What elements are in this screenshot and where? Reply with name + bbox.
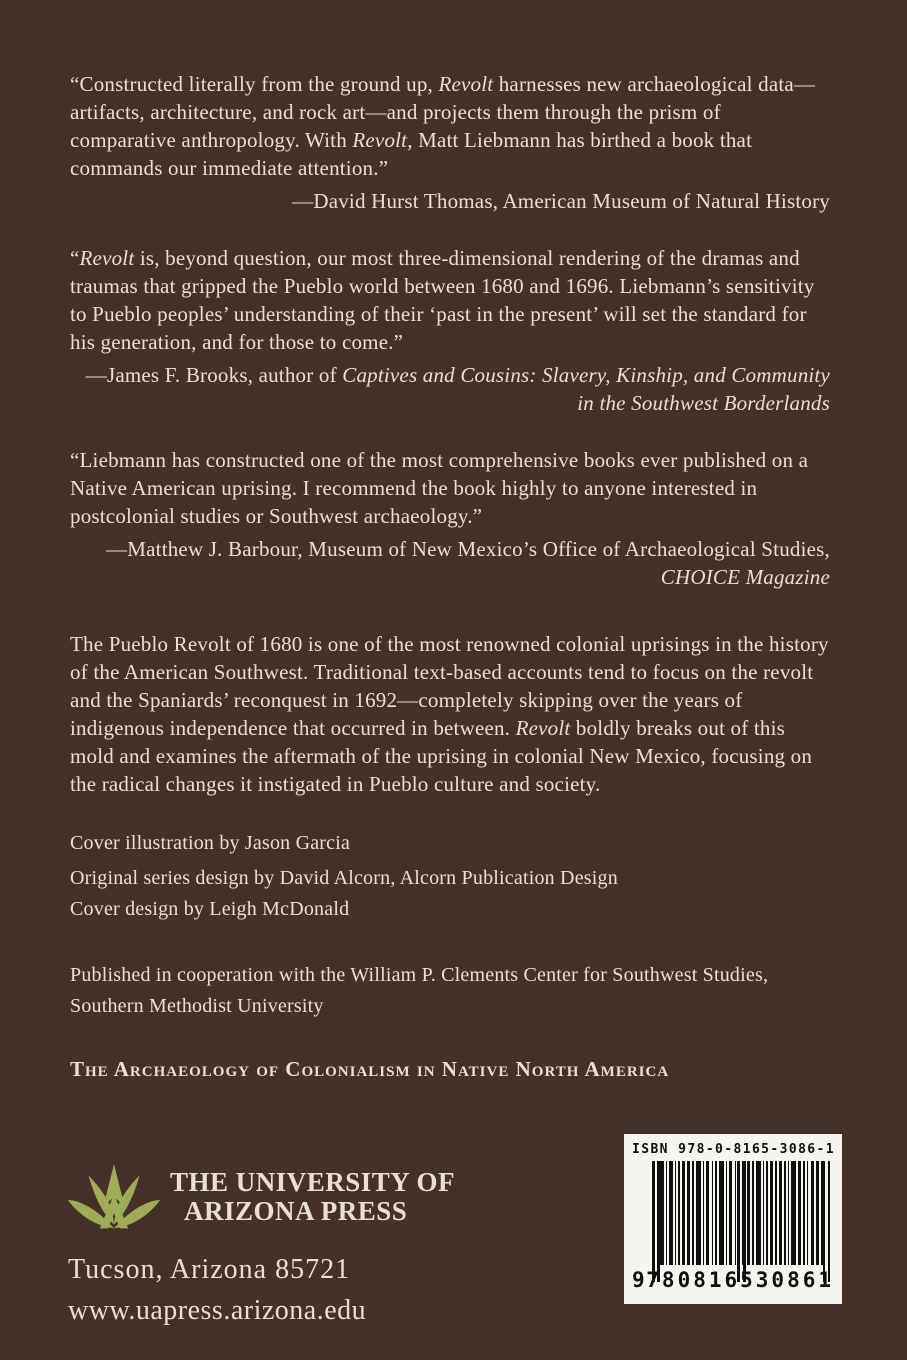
- publisher-website: www.uapress.arizona.edu: [68, 1295, 367, 1326]
- series-title: The Archaeology of Colonialism in Native North America: [70, 1057, 670, 1081]
- quote-attribution: —Matthew J. Barbour, Museum of New Mexico’s Office of Archaeological Studies, CHOICE Magazine: [106, 537, 830, 589]
- endorsement-quote-1: [70, 70, 830, 215]
- barcode-bar-pattern: [659, 1161, 823, 1265]
- agave-logo-icon: [62, 1162, 166, 1238]
- credits-block: [70, 828, 830, 925]
- back-cover-text: [70, 70, 830, 1083]
- cooperation-note: Published in cooperation with the William P. Clements Center for Southwest Studies, Southern Methodist University: [70, 964, 769, 1017]
- publisher-name-line1: THE UNIVERSITY OF: [170, 1167, 456, 1197]
- publisher-name: [170, 1168, 455, 1226]
- quote-text: “Revolt is, beyond question, our most three-dimensional rendering of the dramas and traumas that gripped the Pueblo world between 1680 and 1696. Liebmann’s sensitivity to Pueblo peoples’ understanding of their ‘past in the present’ will set the standard for his generation, and for those to come.”: [70, 246, 815, 354]
- isbn-barcode: [624, 1134, 842, 1304]
- isbn-label: ISBN 978-0-8165-3086-1: [632, 1142, 835, 1157]
- barcode-guard-bar: [652, 1161, 655, 1282]
- barcode-digit-group-2: 530861: [740, 1268, 834, 1292]
- credit-line-cover-design: Cover design by Leigh McDonald: [70, 898, 350, 920]
- barcode-guard-bar: [828, 1161, 831, 1282]
- quote-text: “Liebmann has constructed one of the most comprehensive books ever published on a Native American uprising. I recommend the book highly to anyone interested in postcolonial studies or Southwest archaeology.”: [70, 448, 809, 528]
- endorsement-quote-2: [70, 244, 830, 417]
- book-description: The Pueblo Revolt of 1680 is one of the most renowned colonial uprisings in the history of the American Southwest. Traditional text-based accounts tend to focus on the revolt and the Spaniards’ reconquest in 1692—completely skipping over the years of indigenous independence that occurred in between. Revolt boldly breaks out of this mold and examines the aftermath of the uprising in colonial New Mexico, focusing on the radical changes it instigated in Pueblo culture and society.: [70, 632, 829, 796]
- barcode-digit-lead: 9: [632, 1268, 645, 1292]
- credit-line-series-design: Original series design by David Alcorn, Alcorn Publication Design: [70, 867, 618, 889]
- publisher-address: Tucson, Arizona 85721: [68, 1254, 351, 1285]
- quote-text: “Constructed literally from the ground up, Revolt harnesses new archaeological data—artifacts, architecture, and rock art—and projects them through the prism of comparative anthropology. With Revolt, Matt Liebmann has birthed a book that commands our immediate attention.”: [70, 72, 816, 180]
- publisher-logo-row: [62, 1160, 455, 1238]
- credit-line-illustration: Cover illustration by Jason Garcia: [70, 832, 351, 854]
- publisher-name-line2: ARIZONA PRESS: [184, 1196, 408, 1226]
- barcode-bars: [652, 1161, 830, 1265]
- endorsement-quote-3: [70, 446, 830, 591]
- quote-attribution: —James F. Brooks, author of Captives and Cousins: Slavery, Kinship, and Community in the Southwest Borderlands: [85, 363, 830, 415]
- quote-attribution: —David Hurst Thomas, American Museum of Natural History: [292, 189, 830, 213]
- publisher-block: [62, 1160, 455, 1327]
- barcode-digits: [632, 1268, 834, 1292]
- barcode-digit-group-1: 780816: [646, 1268, 741, 1292]
